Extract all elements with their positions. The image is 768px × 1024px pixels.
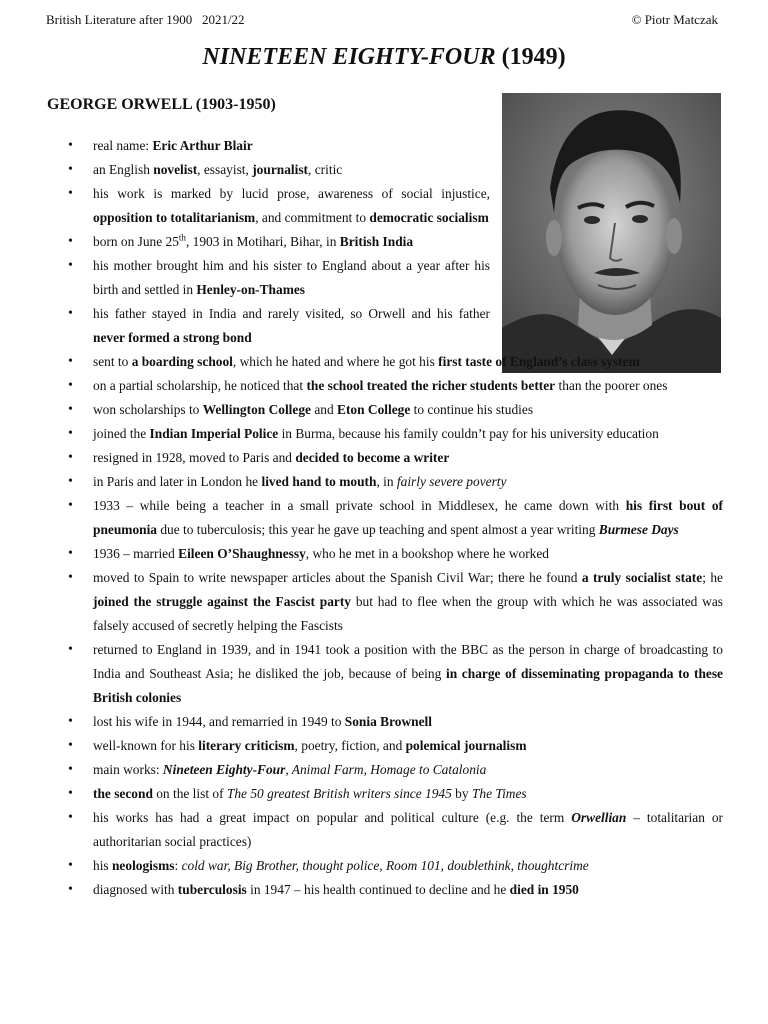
book-year: (1949)	[501, 44, 566, 70]
text: sent to	[93, 354, 132, 369]
bullet-icon: •	[68, 642, 73, 657]
emphasis: his first bout of pneumonia	[93, 498, 723, 537]
list-item	[47, 806, 723, 854]
text: and	[310, 402, 338, 417]
list-item	[47, 758, 723, 782]
emphasis: joined the struggle against the Fascist party	[93, 594, 352, 609]
emphasis: literary criticism	[198, 738, 295, 753]
emphasis: novelist	[153, 162, 198, 177]
text: but had to flee when the group with which he was associated was falsely accused of secretly helping the Fascists	[93, 594, 723, 633]
emphasis: never formed a strong bond	[93, 330, 252, 345]
emphasis: Eric Arthur Blair	[152, 138, 253, 153]
emphasis: lived hand to mouth	[261, 474, 377, 489]
text: lost his wife in 1944, and remarried in 1949 to	[93, 714, 345, 729]
book-title: NINETEEN EIGHTY-FOUR	[202, 44, 496, 70]
italic-text: The 50 greatest British writers since 1945	[226, 786, 452, 801]
bullet-icon: •	[68, 762, 73, 777]
text: , 1903 in Motihari, Bihar, in	[185, 234, 340, 249]
emphasis: Eton College	[337, 402, 411, 417]
text: won scholarships to	[93, 402, 203, 417]
text: by	[451, 786, 472, 801]
list-item	[47, 494, 723, 542]
list-item	[47, 566, 723, 638]
bullet-icon: •	[68, 450, 73, 465]
list-item	[47, 638, 723, 710]
text: well-known for his	[93, 738, 199, 753]
text: ; he	[702, 570, 723, 585]
italic-text: cold war, Big Brother, thought police, Room 101, doublethink, thoughtcrime	[181, 858, 589, 873]
text: on a partial scholarship, he noticed that	[93, 378, 307, 393]
list-item	[47, 350, 723, 374]
document-title	[0, 44, 768, 71]
text: in Burma, because his family couldn’t pay for his university education	[278, 426, 659, 441]
text: , critic	[308, 162, 343, 177]
italic-text: The Times	[471, 786, 527, 801]
list-item	[47, 158, 490, 182]
text: an English	[93, 162, 154, 177]
text: 1933 – while being a teacher in a small private school in Middlesex, he came down with	[93, 498, 626, 513]
bullet-icon: •	[68, 738, 73, 753]
text: diagnosed with	[93, 882, 178, 897]
bullet-icon: •	[68, 186, 73, 201]
emphasis: a truly socialist state	[581, 570, 703, 585]
text: – totalitarian or authoritarian social practices)	[93, 810, 723, 849]
bullet-icon: •	[68, 234, 73, 249]
bullet-icon: •	[68, 402, 73, 417]
bullet-icon: •	[68, 378, 73, 393]
italic-text: fairly severe poverty	[396, 474, 507, 489]
copyright-label: © Piotr Matczak	[631, 12, 718, 27]
text: his work is marked by lucid prose, awareness of social injustice,	[93, 186, 490, 201]
bullet-icon: •	[68, 714, 73, 729]
author-heading: GEORGE ORWELL (1903-1950)	[47, 96, 276, 113]
emphasis: Indian Imperial Police	[149, 426, 279, 441]
text: resigned in 1928, moved to Paris and	[93, 450, 296, 465]
bullet-icon: •	[68, 498, 73, 513]
text: his father stayed in India and rarely visited, so Orwell and his father	[93, 306, 490, 321]
emphasis: democratic socialism	[369, 210, 489, 225]
emphasis: journalist	[252, 162, 309, 177]
text: , and commitment to	[255, 210, 370, 225]
list-item	[47, 710, 723, 734]
list-item	[47, 374, 723, 398]
list-item	[47, 134, 490, 158]
bullet-icon: •	[68, 882, 73, 897]
text: , poetry, fiction, and	[294, 738, 406, 753]
emphasis: decided to become a writer	[295, 450, 450, 465]
text: 1936 – married	[93, 546, 179, 561]
list-item	[47, 422, 723, 446]
list-item	[47, 254, 490, 302]
page-header	[46, 12, 718, 28]
text: returned to England in 1939, and in 1941 took a position with the BBC as the person in charge of broadcasting to India and Southeast Asia; he disliked the job, because of being	[93, 642, 723, 681]
text: , in	[376, 474, 397, 489]
bullet-icon: •	[68, 810, 73, 825]
bullet-icon: •	[68, 858, 73, 873]
emphasis: a boarding school	[131, 354, 233, 369]
list-item	[47, 398, 723, 422]
text: main works:	[93, 762, 163, 777]
course-label: British Literature after 1900 2021/22	[46, 12, 245, 27]
emphasis: tuberculosis	[177, 882, 247, 897]
emphasis: first taste of England’s class system	[438, 354, 640, 369]
list-item	[47, 542, 723, 566]
bullet-icon: •	[68, 354, 73, 369]
emphasis: Eileen O’Shaughnessy	[178, 546, 306, 561]
text: moved to Spain to write newspaper articles about the Spanish Civil War; there he found	[93, 570, 582, 585]
list-item	[47, 878, 723, 902]
text: , essayist,	[197, 162, 253, 177]
bullet-icon: •	[68, 426, 73, 441]
text: , which he hated and where he got his	[232, 354, 439, 369]
list-item	[47, 734, 723, 758]
biography-list	[47, 134, 723, 902]
list-item	[47, 446, 723, 470]
text: than the poorer ones	[555, 378, 668, 393]
emphasis: British India	[339, 234, 414, 249]
emphasis: died in 1950	[509, 882, 579, 897]
text: on the list of	[152, 786, 227, 801]
emphasis: neologisms	[111, 858, 175, 873]
list-item	[47, 302, 490, 350]
list-item	[47, 782, 723, 806]
text: his	[93, 858, 112, 873]
text: joined the	[93, 426, 150, 441]
emphasis: opposition to totalitarianism	[93, 210, 256, 225]
list-item	[47, 230, 490, 254]
book-title-emphasis: Burmese Days	[598, 522, 679, 537]
bullet-icon: •	[68, 546, 73, 561]
emphasis: the second	[93, 786, 153, 801]
bullet-icon: •	[68, 474, 73, 489]
emphasis: Henley-on-Thames	[196, 282, 305, 297]
text: born on June 25	[93, 234, 179, 249]
list-item	[47, 182, 490, 230]
bullet-icon: •	[68, 570, 73, 585]
text: in 1947 – his health continued to decline and he	[246, 882, 510, 897]
superscript: th	[178, 232, 186, 243]
emphasis: polemical journalism	[405, 738, 527, 753]
text: real name:	[93, 138, 153, 153]
text: his mother brought him and his sister to England about a year after his birth and settled in	[93, 258, 490, 297]
text: due to tuberculosis; this year he gave up teaching and spent almost a year writing	[157, 522, 599, 537]
list-item	[47, 470, 723, 494]
emphasis: in charge of disseminating propaganda to these British colonies	[93, 666, 723, 705]
bullet-icon: •	[68, 258, 73, 273]
italic-text: ,	[285, 762, 292, 777]
emphasis: Sonia Brownell	[344, 714, 432, 729]
bullet-icon: •	[68, 162, 73, 177]
term-emphasis: Orwellian	[571, 810, 627, 825]
bullet-icon: •	[68, 786, 73, 801]
list-item	[47, 854, 723, 878]
text: , who he met in a bookshop where he worked	[305, 546, 549, 561]
emphasis: Wellington College	[202, 402, 311, 417]
text: his works has had a great impact on popular and political culture (e.g. the term	[93, 810, 572, 825]
bullet-icon: •	[68, 138, 73, 153]
text: :	[174, 858, 182, 873]
text: to continue his studies	[410, 402, 534, 417]
emphasis: the school treated the richer students better	[306, 378, 556, 393]
bullet-icon: •	[68, 306, 73, 321]
text: in Paris and later in London he	[93, 474, 262, 489]
book-title-emphasis: Nineteen Eighty-Four	[162, 762, 286, 777]
italic-text: Animal Farm, Homage to Catalonia	[291, 762, 487, 777]
